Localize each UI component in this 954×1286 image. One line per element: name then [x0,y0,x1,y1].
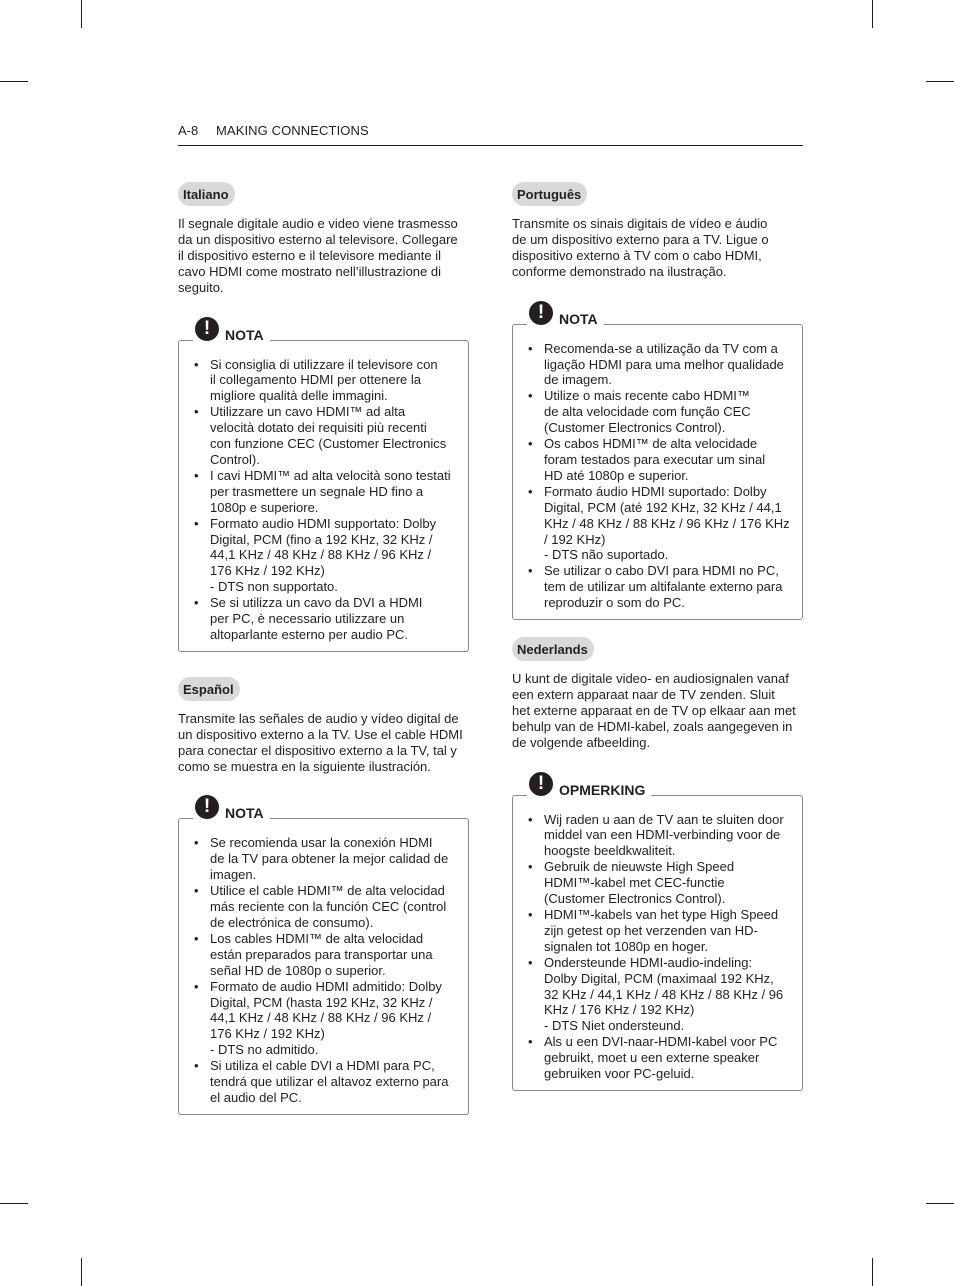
bullet-line: middel van een HDMI-verbinding voor de [544,827,781,843]
note-box [512,301,803,620]
bullet-line: • Se recomienda usar la conexión HDMI [210,835,433,851]
note-title: NOTA [559,310,598,327]
section-title: MAKING CONNECTIONS [216,123,369,138]
crop-mark [872,1258,873,1286]
paragraph-line: cavo HDMI come mostrato nell’illustrazione di [178,263,441,279]
exclamation-icon: ! [529,772,553,796]
note-list [193,835,456,1105]
paragraph-line: U kunt de digitale video- en audiosignalen vanaf [512,671,789,687]
bullet-line: reproduzir o som do PC. [544,595,685,611]
note-bullet [193,404,456,468]
note-header [527,774,651,802]
note-bullet [193,931,456,979]
paragraph-line: een extern apparaat naar de TV zenden. Sluit [512,686,775,702]
bullet-line: • Formato de audio HDMI admitido: Dolby [210,978,442,994]
note-bullet [527,1034,790,1082]
section-nederlands [512,637,803,1091]
note-bullet [193,883,456,931]
note-title: NOTA [225,805,264,822]
bullet-line: • Als u een DVI-naar-HDMI-kabel voor PC [544,1034,778,1050]
bullet-line: • Utilice el cable HDMI™ de alta velocidad [210,883,445,899]
paragraph-line: da un dispositivo esterno al televisore. Collegare [178,231,458,247]
bullet-line: 44,1 KHz / 48 KHz / 88 KHz / 96 KHz / [210,547,432,563]
bullet-line: • Se si utilizza un cavo da DVI a HDMI [210,595,423,611]
exclamation-icon: ! [529,301,553,325]
language-tab-portugues: Português [512,182,587,206]
bullet-line: • Utilizzare un cavo HDMI™ ad alta [210,404,406,420]
right-column [512,182,803,1091]
bullet-line: • Los cables HDMI™ de alta velocidad [210,930,424,946]
bullet-line: 44,1 KHz / 48 KHz / 88 KHz / 96 KHz / [210,1010,432,1026]
bullet-line: tem de utilizar um altifalante externo para [544,579,783,595]
bullet-line: signalen tot 1080p en hoger. [544,938,709,954]
paragraph-line: Transmite os sinais digitais de vídeo e áudio [512,216,768,231]
bullet-line: de la TV para obtener la mejor calidad de [210,851,449,867]
bullet-line: 176 KHz / 192 KHz) [210,1026,325,1042]
paragraph-line: seguito. [178,279,224,295]
bullet-line: per trasmettere un segnale HD fino a [210,483,424,499]
bullet-line: - DTS no admitido. [210,1042,319,1058]
bullet-line: gebruikt, moet u een externe speaker [544,1050,760,1066]
bullet-line: per PC, è necessario utilizzare un [210,611,405,627]
note-box [512,772,803,1091]
crop-mark [926,81,954,82]
note-list [527,812,790,1082]
bullet-line: 32 KHz / 44,1 KHz / 48 KHz / 88 KHz / 96 [544,986,784,1002]
note-bullet [527,859,790,907]
note-bullet [527,484,790,564]
bullet-line: de electrónica de consumo). [210,915,374,930]
paragraph-line: Il segnale digitale audio e video viene trasmesso [178,216,458,231]
intro-paragraph [178,216,469,296]
bullet-line: ligação HDMI para uma melhor qualidade [544,356,784,372]
note-title: NOTA [225,326,264,343]
bullet-line: tendrá que utilizar el altavoz externo para [210,1074,449,1090]
exclamation-icon: ! [195,795,219,819]
bullet-line: el audio del PC. [210,1089,302,1105]
crop-mark [0,1203,28,1204]
bullet-line: • Ondersteunde HDMI-audio-indeling: [544,954,753,970]
note-bullet [527,388,790,436]
note-title: OPMERKING [559,781,646,798]
bullet-line: con funzione CEC (Customer Electronics [210,436,447,452]
page-number: A-8 [178,123,199,138]
language-tab-nederlands: Nederlands [512,637,594,661]
bullet-line: imagen. [210,867,257,883]
bullet-line: KHz / 176 KHz / 192 KHz) [544,1002,695,1018]
bullet-line: de imagem. [544,372,612,388]
bullet-line: HDMI™-kabel met CEC-functie [544,875,725,891]
bullet-line: hoogste beeldkwaliteit. [544,843,676,859]
bullet-line: il collegamento HDMI per ottenere la [210,372,421,388]
paragraph-line: dispositivo externo à TV com o cabo HDMI, [512,247,762,263]
bullet-line: • Formato audio HDMI supportato: Dolby [210,515,437,531]
note-header [193,797,270,825]
paragraph-line: un dispositivo externo a la TV. Use el cable HDMI [178,726,463,742]
crop-mark [81,1258,82,1286]
bullet-line: / 192 KHz) [544,531,606,547]
note-bullet [527,436,790,484]
bullet-line: (Customer Electronics Control). [544,420,726,436]
exclamation-icon: ! [195,317,219,341]
crop-mark [81,0,82,28]
bullet-line: (Customer Electronics Control). [544,891,726,907]
section-espanol [178,677,469,1115]
bullet-line: • Formato áudio HDMI suportado: Dolby [544,483,767,499]
note-bullet [193,835,456,883]
intro-paragraph [512,216,803,280]
note-header [193,319,270,347]
paragraph-line: Transmite las señales de audio y vídeo digital de [178,710,459,726]
bullet-line: • I cavi HDMI™ ad alta velocità sono testati [210,467,451,483]
bullet-line: - DTS non supportato. [210,579,338,595]
page-header [178,123,803,146]
bullet-line: • Os cabos HDMI™ de alta velocidade [544,436,758,452]
paragraph-line: il dispositivo esterno e il televisore mediante il [178,247,442,263]
bullet-line: • Si consiglia di utilizzare il televisore con [210,356,438,372]
bullet-line: - DTS não suportado. [544,547,669,563]
bullet-line: de alta velocidade com função CEC [544,404,751,420]
note-bullet [193,357,456,405]
crop-mark [0,81,28,82]
note-header [527,303,604,331]
note-list [527,341,790,611]
intro-paragraph [512,671,803,751]
note-bullet [193,1058,456,1106]
note-bullet [193,979,456,1059]
paragraph-line: conforme demonstrado na ilustração. [512,263,727,279]
paragraph-line: het externe apparaat en de TV op elkaar aan met [512,702,796,718]
note-bullet [527,812,790,860]
note-bullet [527,563,790,611]
bullet-line: Digital, PCM (fino a 192 KHz, 32 KHz / [210,531,433,547]
intro-paragraph [178,711,469,775]
bullet-line: • Wij raden u aan de TV aan te sluiten door [544,811,784,827]
bullet-line: • Se utilizar o cabo DVI para HDMI no PC, [544,563,779,579]
crop-mark [872,0,873,28]
note-box [178,317,469,652]
bullet-line: • HDMI™-kabels van het type High Speed [544,907,779,922]
paragraph-line: de um dispositivo externo para a TV. Ligue o [512,231,769,247]
bullet-line: velocità dotato dei requisiti più recenti [210,420,427,436]
bullet-line: • Utilize o mais recente cabo HDMI™ [544,388,750,404]
note-bullet [527,907,790,955]
note-bullet [193,468,456,516]
left-column [178,182,469,1115]
note-bullet [527,341,790,389]
paragraph-line: behulp van de HDMI-kabel, zoals aangegeven in [512,718,793,734]
bullet-line: KHz / 48 KHz / 88 KHz / 96 KHz / 176 KHz [544,515,790,531]
bullet-line: Digital, PCM (até 192 KHz, 32 KHz / 44,1 [544,499,782,515]
note-box [178,796,469,1114]
bullet-line: 1080p e superiore. [210,499,319,515]
section-portugues [512,182,803,620]
bullet-line: • Gebruik de nieuwste High Speed [544,859,735,875]
paragraph-line: como se muestra en la siguiente ilustración. [178,758,431,774]
section-italiano [178,182,469,652]
note-bullet [193,516,456,596]
crop-mark [926,1203,954,1204]
note-bullet [527,955,790,1035]
bullet-line: gebruiken voor PC-geluid. [544,1066,695,1082]
bullet-line: foram testados para executar um sinal [544,451,766,467]
bullet-line: más reciente con la función CEC (control [210,899,447,915]
language-tab-espanol: Español [178,677,240,701]
paragraph-line: de volgende afbeelding. [512,734,651,750]
bullet-line: están preparados para transportar una [210,946,433,962]
bullet-line: 176 KHz / 192 KHz) [210,563,325,579]
paragraph-line: para conectar el dispositivo externo a la TV, tal y [178,742,457,758]
bullet-line: HD até 1080p e superior. [544,467,689,483]
bullet-line: Digital, PCM (hasta 192 KHz, 32 KHz / [210,994,433,1010]
bullet-line: • Recomenda-se a utilização da TV com a [544,340,778,356]
bullet-line: Dolby Digital, PCM (maximaal 192 KHz, [544,970,774,986]
bullet-line: • Si utiliza el cable DVI a HDMI para PC, [210,1058,435,1074]
note-bullet [193,595,456,643]
bullet-line: señal HD de 1080p o superior. [210,962,386,978]
bullet-line: altoparlante esterno per audio PC. [210,626,409,642]
note-list [193,357,456,643]
language-tab-italiano: Italiano [178,182,235,206]
bullet-line: Control). [210,451,260,467]
bullet-line: migliore qualità delle immagini. [210,388,388,404]
bullet-line: - DTS Niet ondersteund. [544,1018,685,1034]
bullet-line: zijn getest op het verzenden van HD- [544,922,758,938]
